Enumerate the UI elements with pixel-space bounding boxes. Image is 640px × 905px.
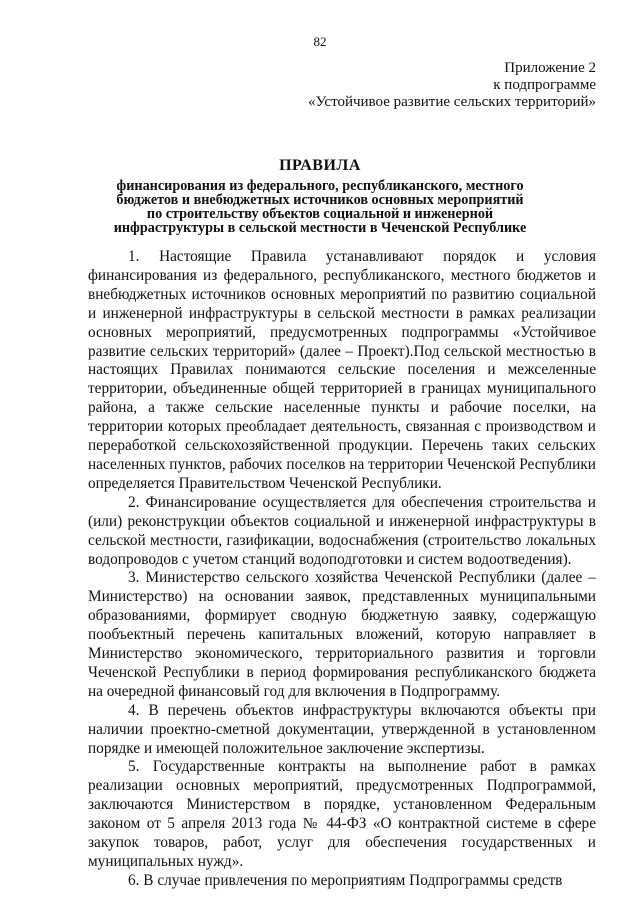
document-subtitle <box>98 179 542 235</box>
appendix-line-1: Приложение 2 <box>504 60 596 76</box>
subtitle-line-4: инфраструктуры в сельской местности в Чеченской Республике <box>113 220 527 236</box>
paragraph-3: 3. Министерство сельского хозяйства Чеченской Республики (далее – Министерство) на основании заявок, представленных муниципальными образованиями, формирует сводную бюджетную заявку, содержащую пообъектный перечень капитальных вложений, которую направляет в Министерство экономического, территориального развития и торговли Чеченской Республики в период формирования республиканского бюджета на очередной финансовый год для включения в Подпрограмму. <box>88 569 596 700</box>
paragraph-5: 5. Государственные контракты на выполнение работ в рамках реализации основных мероприятий, предусмотренных Подпрограммой, заключаются Министерством в порядке, установленном Федеральным законом от 5 апреля 2013 года № 44-ФЗ «О контрактной системе в сфере закупок товаров, работ, услуг для обеспечения государственных и муниципальных нужд». <box>88 758 596 870</box>
paragraph-1: 1. Настоящие Правила устанавливают порядок и условия финансирования из федерального, республиканского, местного бюджетов и внебюджетных источников основных мероприятий по развитию социальной и инженерной инфраструктуры в сельской местности в рамках реализации основных мероприятий, предусмотренных подпрограммы «Устойчивое развитие сельских территорий» (далее – Проект).Под сельской местностью в настоящих Правилах понимаются сельские поселения и межселенные территории, объединенные общей территорией в границах муниципального района, а также сельские населенные пункты и рабочие поселки, на территории которых преобладает деятельность, связанная с производством и переработкой сельскохозяйственной продукции. Перечень таких сельских населенных пунктов, рабочих поселков на территории Чеченской Республики определяется Правительством Чеченской Республики. <box>88 248 596 492</box>
page-number: 82 <box>313 34 327 49</box>
subtitle-line-1: финансирования из федерального, республиканского, местного <box>116 178 524 194</box>
paragraph-4: 4. В перечень объектов инфраструктуры включаются объекты при наличии проектно-сметной документации, утвержденной в установленном порядке и имеющей положительное заключение экспертизы. <box>88 701 596 757</box>
document-title: ПРАВИЛА <box>279 157 361 174</box>
paragraph-2: 2. Финансирование осуществляется для обеспечения строительства и (или) реконструкции объектов социальной и инженерной инфраструктуры в сельской местности, газификации, водоснабжения (строительство локальных водопроводов с учетом станций водоподготовки и систем водоотведения). <box>88 493 596 568</box>
appendix-header <box>308 60 596 111</box>
subtitle-line-3: по строительству объектов социальной и инженерной <box>146 206 494 222</box>
appendix-line-2: к подпрограмме <box>493 77 596 93</box>
document-body <box>88 248 596 891</box>
paragraph-6: 6. В случае привлечения по мероприятиям Подпрограммы средств <box>128 871 563 889</box>
appendix-line-3: «Устойчивое развитие сельских территорий» <box>308 94 596 110</box>
subtitle-line-2: бюджетов и внебюджетных источников основных мероприятий <box>116 192 524 208</box>
